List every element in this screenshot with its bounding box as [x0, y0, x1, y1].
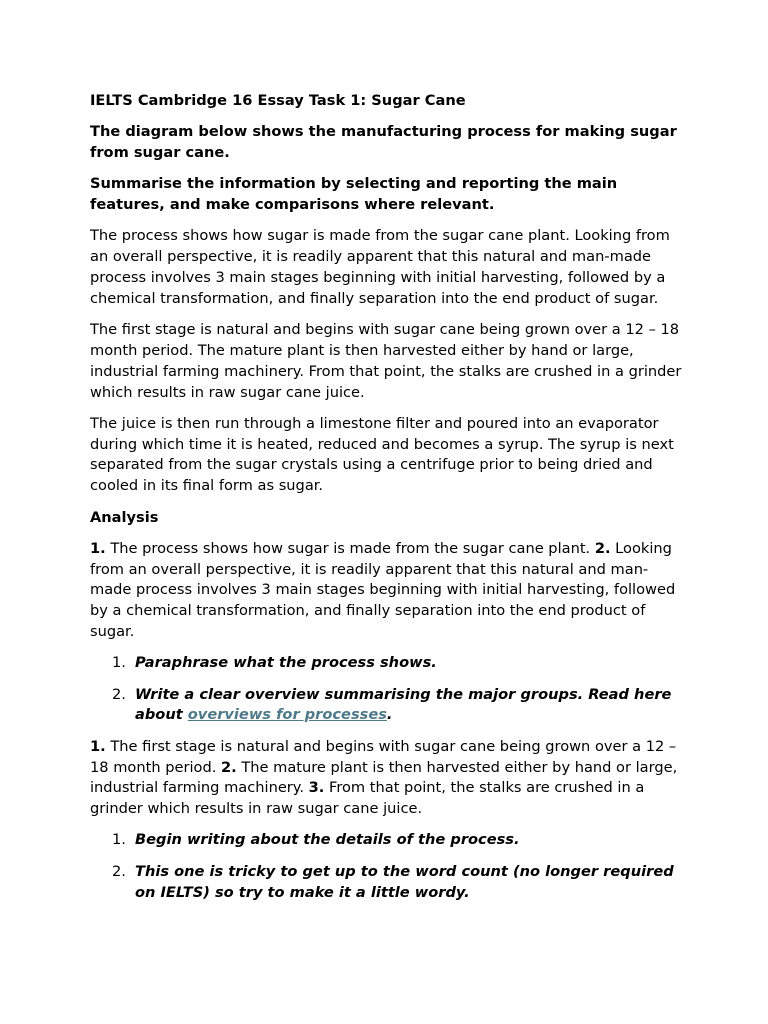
sentence-number: 1. [90, 737, 106, 755]
sentence-number: 1. [90, 539, 106, 557]
list-marker: 1. [112, 654, 126, 672]
essay-paragraph-stage-one: The first stage is natural and begins with sugar cane being grown over a 12 – 18 month period. The mature plant is then harvested either by hand or large, industrial farming machinery. From that point, the stalks are crushed in a grinder which results in raw sugar cane juice. [90, 321, 682, 401]
sentence-number: 2. [594, 539, 611, 557]
task-prompt-instructions: Summarise the information by selecting and reporting the main features, and make comparisons where relevant. [90, 175, 618, 214]
essay-paragraph-overview: The process shows how sugar is made from the sugar cane plant. Looking from an overall perspective, it is readily apparent that this natural and man-made process involves 3 main stages beginning with initial harvesting, followed by a chemical transformation, and finally separation into the end product of sugar. [90, 227, 670, 307]
analysis-sentence: The first stage is natural and begins with sugar cane being grown over a 12 – 18 month period. [90, 737, 677, 776]
note-text: Begin writing about the details of the process. [135, 831, 520, 849]
task-prompt-diagram: The diagram below shows the manufacturing process for making sugar from sugar cane. [90, 123, 677, 162]
analysis-paragraph-1 [90, 539, 682, 643]
essay-paragraph-stage-two: The juice is then run through a limestone filter and poured into an evaporator during which time it is heated, reduced and becomes a syrup. The syrup is next separated from the sugar crystals using a centrifuge prior to being dried and cooled in its final form as sugar. [90, 414, 674, 495]
list-marker: 1. [112, 831, 126, 849]
list-item [112, 862, 682, 904]
document-page [90, 91, 682, 914]
list-item [112, 685, 682, 727]
note-text: This one is tricky to get up to the word count (no longer required on IELTS) so try to make it a little wordy. [135, 862, 674, 901]
sentence-number: 3. [308, 779, 325, 797]
analysis-sentence: The mature plant is then harvested either by hand or large, industrial farming machinery. [90, 758, 678, 797]
note-text-end: . [386, 706, 393, 724]
analysis-sentence: Looking from an overall perspective, it is readily apparent that this natural and man-made process involves 3 main stages beginning with initial harvesting, followed by a chemical transformation, and finally separation into the end product of sugar. [90, 539, 676, 641]
analysis-sentence: From that point, the stalks are crushed in a grinder which results in raw sugar cane juice. [90, 779, 645, 818]
analysis-sentence: The process shows how sugar is made from the sugar cane plant. [105, 539, 595, 557]
analysis-paragraph-2 [90, 737, 682, 820]
note-text: Write a clear overview summarising the major groups. Read here about [135, 685, 672, 724]
list-marker: 2. [112, 685, 126, 703]
overviews-for-processes-link[interactable]: overviews for processes [187, 706, 387, 724]
note-text: Paraphrase what the process shows. [135, 654, 437, 672]
analysis-heading: Analysis [90, 508, 159, 526]
list-marker: 2. [112, 862, 126, 880]
analysis-notes-list-2 [90, 830, 682, 903]
sentence-number: 2. [220, 758, 237, 776]
list-item [112, 653, 682, 674]
list-item [112, 830, 682, 851]
page-title: IELTS Cambridge 16 Essay Task 1: Sugar Cane [90, 92, 466, 109]
analysis-notes-list-1 [90, 653, 682, 726]
